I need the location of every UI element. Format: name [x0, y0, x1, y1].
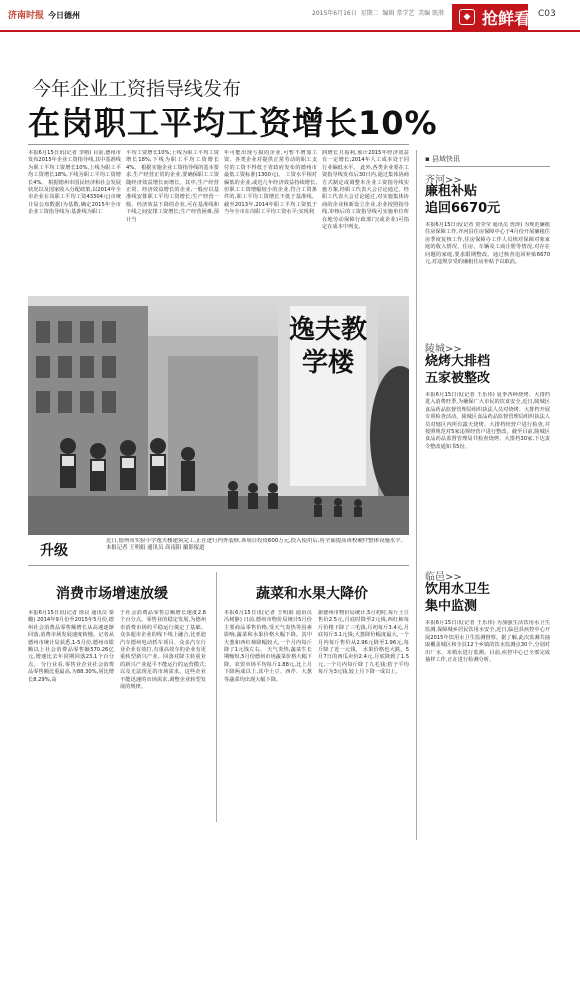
lead-col-4: 润增长且盈利,预计2015年经济效益有一定增长;2014年人工成本处于同行业偏低水平。 此外,各类企业要在工资指导线发布后30日内,通过集体协商方式制定或调整本企业工资指导线实施方案,经职工代表大会讨论通过。经职工代表大会讨论通过,对实施集体协商的企业和新设立企业,企业按照指导线,审核后的工资指导线可实施单位所在地劳动保障行政部门(或企业)可指定在成本中列支。	[322, 150, 409, 231]
date: 2015年6月16日	[312, 10, 357, 17]
square-icon: ▪	[425, 155, 430, 163]
lead-col-2: 平均工资增长10%;上线为职工平均工资增长18%;下线为职工平均工资增长4%。 根据实施企业工资指导线的基本要求,生产经营正常的企业,要确保职工工资随经济效益增长而增长。其中,生产经营正常、经济效益增长的企业,一般应以基准线安排职工平均工资增长;生产经营一般、经济效益下降的企业,可在基准线和下线之间安排工资增长;生产经营困难,预计当	[126, 150, 219, 223]
page-number: C03	[538, 9, 556, 19]
consumer-col-2: 于社会消费品零售总额增长速度2.8个百分点。零售业的稳定发展,为德州市消费市场的平稳运行奠定了基础。 众多超市企业的线下线上融合,比亚迪汽车德州电动轿车项目、众多汽车行业企业有效打,有重高效车的企业有更重转型新兴产业、回落对降主转重业的新兴产业起平不能运行的运营模式;以及无法现足的市场需求。这些企业不能迅速的市场需求,调整企业转型发展的规律。	[120, 610, 206, 691]
lead-subtitle: 今年企业工资指导线发布	[32, 78, 242, 100]
sidebar-item-title-1b: 追回6670元	[425, 201, 501, 216]
sidebar-divider	[416, 150, 417, 840]
lead-col-1: 本报6月15日讯(记者 李榕) 目前,德州市发布2015年企业工资指导线,其中基准线为职工平均工资增长10%,上线为职工平均工资增长18%,下线为职工平均工资增长4%。 根据德州市国民经济和社会发展状况以及国家收入分配政策,以2014年全市企业在岗职工平均工资43304元(市统计局公布数据)为基数,确定2015年全市企业工资指导线为:基准线为职工	[28, 150, 121, 216]
column-divider	[216, 572, 217, 822]
lead-rule	[28, 144, 409, 145]
sidebar-item-body-2: 本报6月15日讯(记者 王乐伟) 夏季各种烧烤、大排档进入消费旺季,为确保广大市民的饮食安全,近日,陵城区食品药品监督管理局组织执法人员对烧烤、大排档开展专项检查活动。陵城区食品药品监督管理局组织执法人员对辖区内所有露天烧烤、大排档经营户进行检查,并按照规范对5家违规经营户进行整改。截至目前,陵城区食品药品监督管理局共检查烧烤、大排档30家,下达责令整改通知书5份。	[425, 392, 550, 450]
masthead-meta	[312, 8, 444, 17]
veg-col-2: 据德州市物价局统计,5月初时,每斤土豆售价2.5元,月底时降至2元钱,西红柿每斤价格下降了三毛钱,月初每斤3.4元,月底每斤3.1元钱;大葱降价幅度最大,一个月内每斤售价从2.96元降至1.96元,每斤降了近一元钱。 水果价格也大跌。5月7日的西瓜卖价2.4元,月底降到了1.5元,一个月内每斤降了九毛钱;桔子平均每斤为3元钱,较上月下降一成以上。	[318, 610, 409, 676]
sidebar-item-title-2a: 烧烤大排档	[425, 354, 491, 369]
sidebar-item-loc-1: 齐河>>	[425, 175, 462, 186]
lead-col-3: 年可能出现亏损的企业,可暂不增加工资。各类企业对提供正常劳动的职工支付的工资不得低于省政府发布的德州市最低工资标准(1300元)。 工资水平相对偏低的企业,或近几年经济效益持续增长,但职工工资增幅较小的企业,符合工资条件的,职工平均工资增长不低于基准线。截至2013年,2014年职工平均工资低于当年全市在岗职工平均工资水平;实现利	[224, 150, 317, 216]
photo-caption: 近日,德州市实验小学逸夫楼建筑完工,正在进行内外装修,该项目投资600万元,投入使用后,将全面提高该校硬件整体设施水平。 本报记者 王明娟 通讯员 高南阳 摄影报道	[106, 538, 406, 552]
masthead-logo: 济南时报 今日德州	[8, 11, 81, 21]
sidebar-item-body-1: 本报6月15日讯(记者 贺莹莹 通讯员 詹涛) 为规范廉租住房保障工作,齐河县住房保障中心于4月份开展廉租住房季度复核工作,住房保障办工作人员核对保障对象家庭的收入情况、住房、车辆及工商注册等情况,对存在问题的家庭,要求限期整改。通过核查追回补贴6670元,对违规享受的廉租住房补贴予以取消。	[425, 222, 550, 266]
sidebar-header	[425, 154, 460, 164]
photo-rule	[28, 565, 409, 566]
header-rule	[0, 30, 580, 32]
photo-label: 升级	[40, 543, 68, 559]
designer: 美编 凯胜	[418, 10, 445, 17]
weekday: 星期二	[360, 10, 379, 17]
section-badge-text: 抢鲜看	[482, 9, 531, 28]
sidebar-item-title-3a: 饮用水卫生	[425, 582, 491, 597]
editor: 编辑 常学艺	[382, 10, 415, 17]
sidebar-header-text: 县域快讯	[431, 155, 460, 163]
consumer-title: 消费市场增速放缓	[56, 586, 168, 602]
tag-icon: ◆	[459, 9, 475, 25]
section-name: 今日德州	[48, 11, 81, 20]
sidebar-item-loc-3: 临邑>>	[425, 572, 462, 583]
sidebar-item-body-3: 本报6月15日讯(记者 王乐伟) 为加强生活饮用水卫生监测,保障城乡居民饮用水安全,近日,临邑县疾控中心开展2015年饮用水卫生监测督察。据了解,此次监测共抽取覆盖城区和全县12个乡镇的饮水监测点30个,分别对出厂水、末梢水进行监测。目前,疾控中心已全部完成抽样工作,正在进行检测分析。	[425, 620, 550, 664]
veg-title: 蔬菜和水果大降价	[256, 586, 368, 602]
veg-col-1: 本报6月15日讯(记者 王明娟 通讯员 冯树静) 日前,德州市物价局统计5月份主要商品零售价格,受天气炎热等因素影响,蔬菜和水果价格大幅下降。其中大葱和西红柿降幅较大,一个月内每斤降了1元钱左右。 天气炎热,蔬菜生长期缩短,5月份德州市场蔬菜价格大幅下降。农贸市场平均每斤1.88元,比上月下降两成以上,其中土豆、西芹、大葱等蔬菜均出现大幅下降。	[224, 610, 312, 683]
sidebar-item-title-2b: 五家被整改	[425, 371, 491, 386]
sidebar-item-title-1a: 廉租补贴	[425, 184, 478, 199]
sidebar-item-loc-2: 陵城>>	[425, 344, 462, 355]
building-sign: 逸夫教学楼	[288, 315, 367, 378]
lead-headline: 在岗职工平均工资增长10%	[28, 104, 438, 142]
consumer-col-1: 本报6月15日讯(记者 徐良 通讯员 秦璐) 2014年9月份至2015年5月份,德州社会消费品零售额增长从高速逐渐回落,消费市场发展速度转慢。记者从德州市统计局获悉,1-5月份,德州市限额以上社会消费品零售额570.26亿元,增速比去年同期回落23.1个百分点。 分行业看,零售业企业社会消费品零售额比重最高,为88.30%,同比增长8.29%,高	[28, 610, 114, 683]
sidebar-header-rule	[425, 166, 550, 167]
news-photo	[28, 296, 409, 535]
sidebar-item-title-3b: 集中监测	[425, 599, 478, 614]
